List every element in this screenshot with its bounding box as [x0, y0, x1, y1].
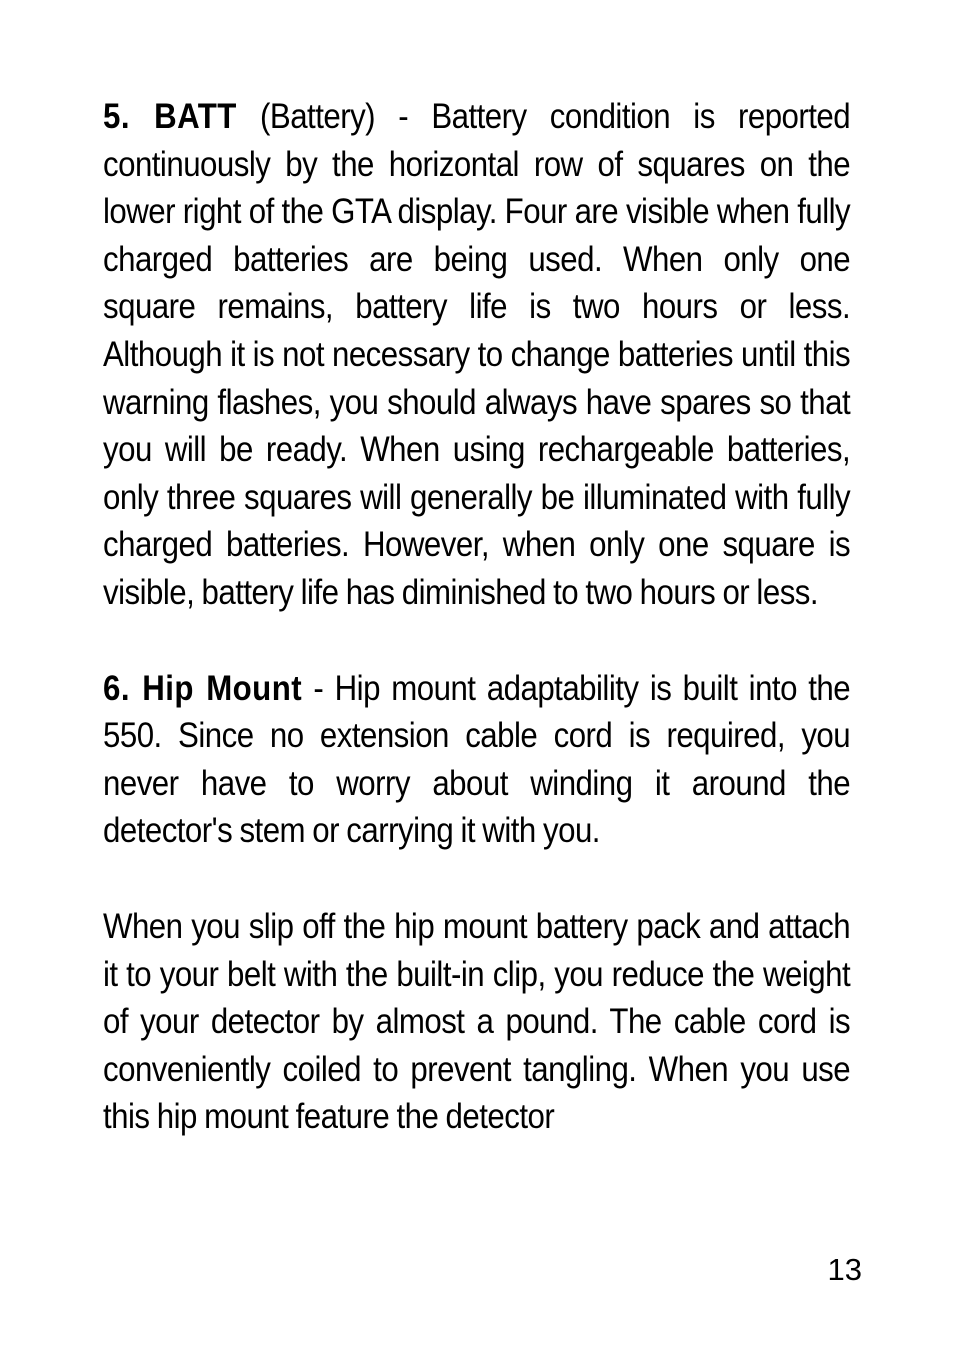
batt-body: (Battery) - Battery condition is reported continuously by the horizontal row of squares on the lower right of the GTA display. Four are visible when fully charged batteries are being used. When only one square remains, battery life is two hours or less. Although it is not necessary to change batteries until this warning flashes, you should always have spares so that you will be ready. When using rechargeable batteries, only three squares will generally be illuminated with fully charged batteries. However, when only one square is visible, battery life has diminished to two hours or less.: [103, 96, 851, 612]
hip-mount-body: - Hip mount adaptability is built into the 550. Since no extension cable cord is required, you never have to worry about winding it around the detector's stem or carrying it with you.: [103, 667, 851, 851]
hip-mount-heading: 6. Hip Mount: [103, 667, 303, 708]
page-content: [103, 93, 850, 1141]
batt-section: [103, 93, 850, 617]
hip-mount-paragraph: When you slip off the hip mount battery pack and attach it to your belt with the built-in clip, you reduce the weight of your detector by almost a pound. The cable cord is conveniently coiled to prevent tangling. When you use this hip mount feature the detector: [103, 905, 851, 1137]
paragraph-gap: [103, 617, 850, 665]
batt-heading: 5. BATT: [103, 96, 237, 136]
hip-mount-section: [103, 665, 850, 855]
page-number: 13: [827, 1252, 862, 1287]
paragraph-gap: [103, 855, 850, 903]
